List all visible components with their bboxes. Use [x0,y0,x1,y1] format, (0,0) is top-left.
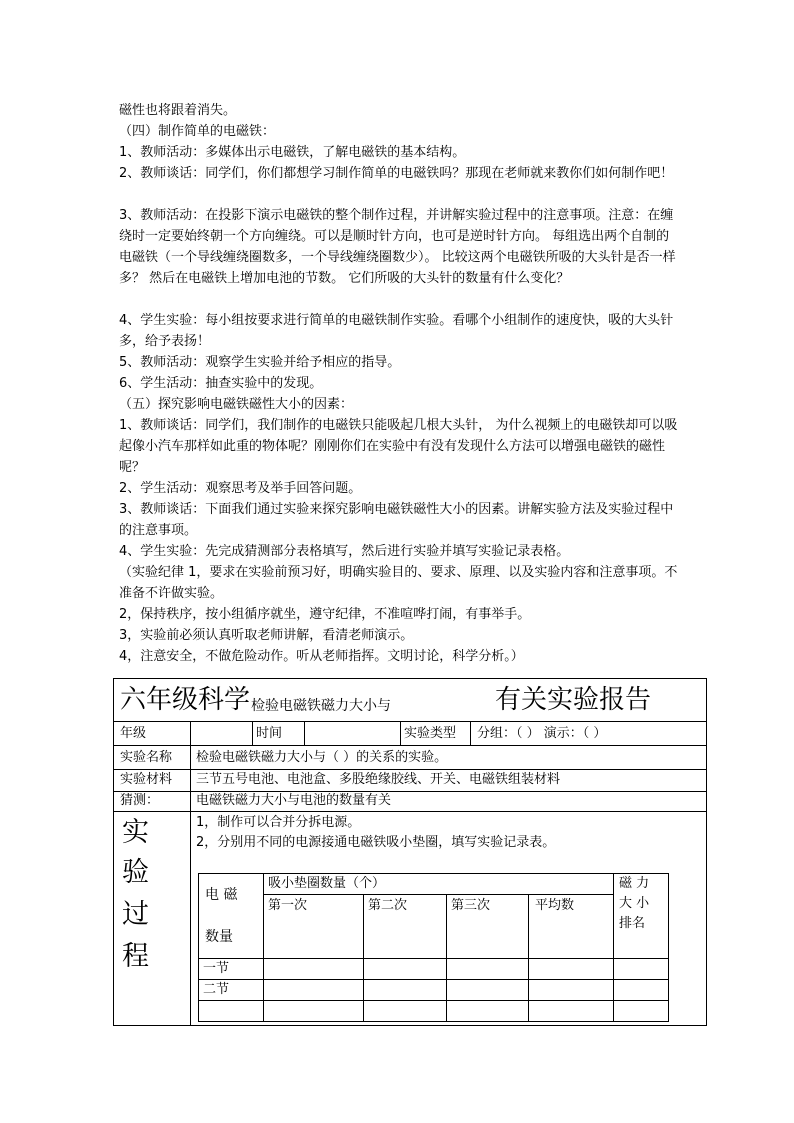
type-label: 实验类型 [404,726,457,741]
lesson-paragraph: 4、学生实验：先完成猜测部分表格填写，然后进行实验并填写实验记录表格。 [119,544,570,559]
rank-header: 大 小 [619,896,650,911]
lesson-paragraph: 3、教师谈话：下面我们通过实验来探究影响电磁铁磁性大小的因素。讲解实验方法及实验过程中的注意事项。 [119,502,674,538]
report-title-suffix: 有关实验报告 [495,685,652,715]
trial-2-header: 第二次 [368,898,408,913]
rank-header: 排名 [619,916,646,931]
lesson-paragraph: 3、教师活动：在投影下演示电磁铁的整个制作过程，并讲解实验过程中的注意事项。注意：在缠绕时一定要始终朝一个方向缠绕。可以是顺时针方向，也可是逆时针方向。 每组选出两个自制的电磁铁（一个导线缠绕圈数多，一个导线缠绕圈数少）。 比较这两个电磁铁所吸的大头针是否一样多？ 然后在电磁铁上增加电池的节数。 它们所吸的大头针的数量有什么变化？ [119,208,676,286]
row-two-batteries: 二节 [203,982,230,997]
materials-value: 三节五号电池、电池盒、多股绝缘胶线、开关、电磁铁组装材料 [196,772,561,787]
lesson-paragraph: 1、教师谈话：同学们，我们制作的电磁铁只能吸起几根大头针， 为什么视频上的电磁铁却可以吸起像小汽车那样如此重的物体呢？刚刚你们在实验中有没有发现什么方法可以增强电磁铁的磁性呢？ [119,418,678,475]
lesson-paragraph: 3，实验前必须认真听取老师讲解，看清老师演示。 [119,628,414,643]
lesson-paragraph: 2，保持秩序，按小组循序就坐，遵守纪律，不准喧哗打闹，有事举手。 [119,607,531,622]
lesson-paragraph: 2、学生活动：观察思考及举手回答问题。 [119,481,362,496]
battery-count-header: 电 磁 [205,887,238,903]
rank-header: 磁 力 [619,876,650,891]
lesson-paragraph: （四）制作简单的电磁铁： [119,124,276,139]
lesson-paragraph: 1、教师活动：多媒体出示电磁铁，了解电磁铁的基本结构。 [119,145,466,160]
process-char: 程 [122,941,149,972]
lesson-paragraph: 4、学生实验：每小组按要求进行简单的电磁铁制作实验。看哪个小组制作的速度快，吸的大头针多，给予表扬！ [119,313,674,349]
step-2: 2，分别用不同的电源接通电磁铁吸小垫圈，填写实验记录表。 [196,835,556,850]
lesson-paragraph: （五）探究影响电磁铁磁性大小的因素： [119,397,354,412]
process-char: 过 [122,899,149,930]
experiment-name-value: 检验电磁铁磁力大小与（ ）的关系的实验。 [196,750,448,765]
experiment-report-table [113,678,707,1026]
guess-value: 电磁铁磁力大小与电池的数量有关 [196,793,392,808]
process-char: 验 [122,857,149,888]
guess-label: 猜测： [120,793,160,808]
step-1: 1，制作可以合并分拆电源。 [196,815,361,830]
experiment-name-label: 实验名称 [120,750,173,765]
battery-count-header-2: 数量 [205,929,233,945]
trial-1-header: 第一次 [268,898,308,913]
average-header: 平均数 [535,898,575,913]
time-label: 时间 [256,726,283,741]
grade-label: 年级 [120,726,147,741]
materials-label: 实验材料 [120,772,173,787]
process-char: 实 [122,817,149,848]
group-demo-field: 分组：（ ） 演示：（ ） [477,726,607,741]
report-title-topic: 检验电磁铁磁力大小与 [251,698,391,714]
trial-3-header: 第三次 [451,898,491,913]
lesson-paragraph: 4，注意安全，不做危险动作。听从老师指挥。文明讨论，科学分析。） [119,649,524,664]
lesson-paragraph: 2、教师谈话：同学们，你们都想学习制作简单的电磁铁吗？那现在老师就来教你们如何制作吧！ [119,166,674,181]
lesson-paragraph: 6、学生活动：抽查实验中的发现。 [119,376,323,391]
lesson-paragraph: 5、教师活动：观察学生实验并给予相应的指导。 [119,355,401,370]
washer-count-header: 吸小垫圈数量（个） [268,876,386,891]
lesson-paragraph: 磁性也将跟着消失。 [119,103,237,118]
lesson-paragraph: （实验纪律 1，要求在实验前预习好，明确实验目的、要求、原理、以及实验内容和注意事项。不准备不许做实验。 [119,565,678,601]
row-one-battery: 一节 [203,961,230,976]
report-title-subject: 六年级科学 [120,685,251,715]
record-table [198,873,669,1022]
